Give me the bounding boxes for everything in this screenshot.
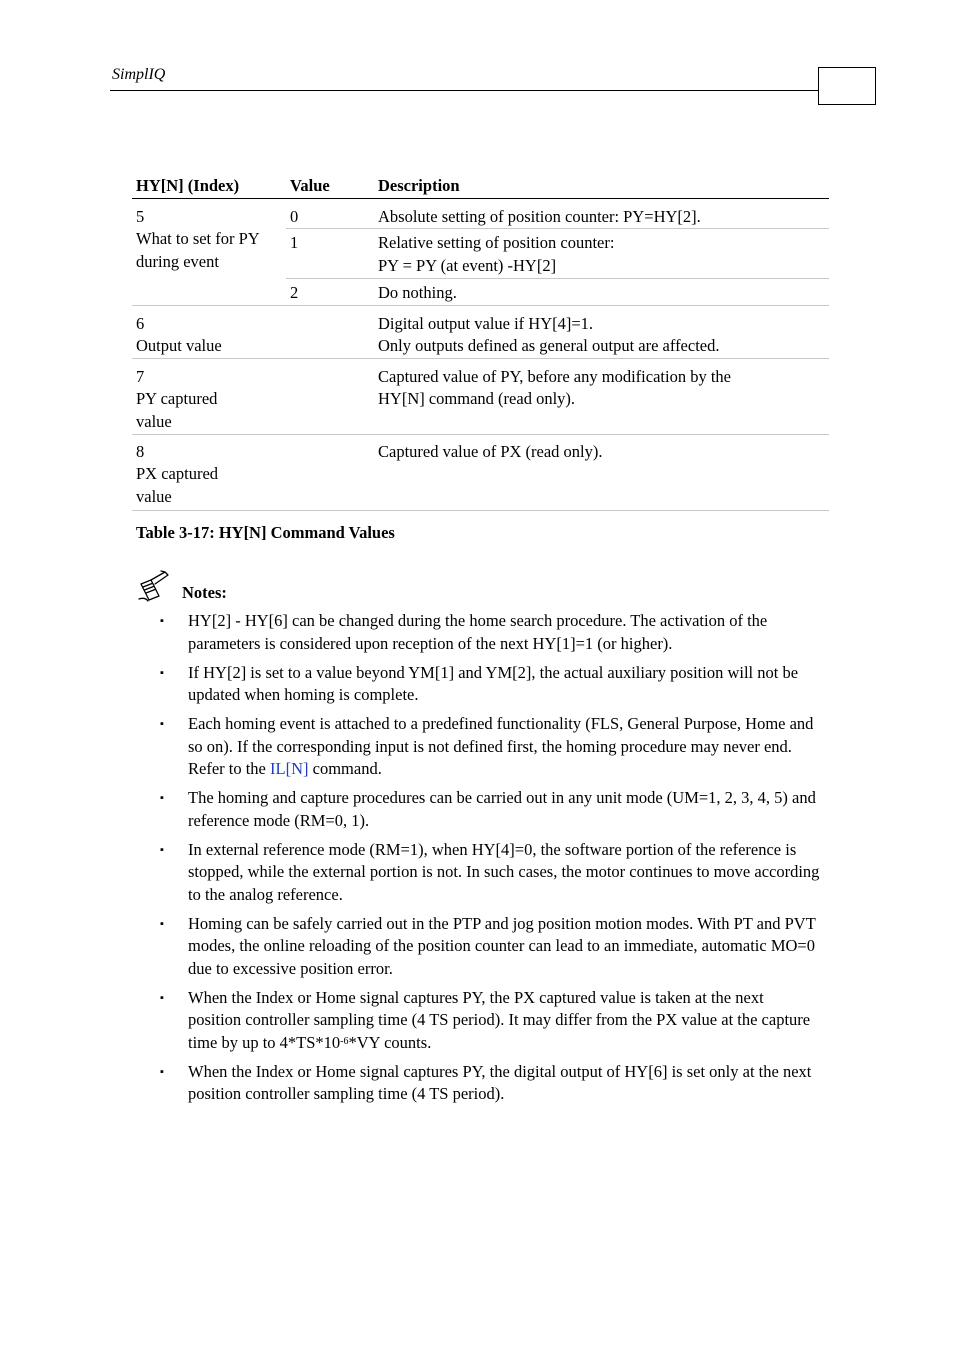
note-text: command. <box>308 759 382 778</box>
table-row <box>132 434 829 510</box>
note-text: Homing can be safely carried out in the PTP and jog position motion modes. With PT and PVT modes, the online reloading of the position counter can lead to an immediate, automatic MO=0 due to excessive position error. <box>188 913 816 978</box>
index-number: 5 <box>136 206 145 226</box>
notepad-pen-icon <box>137 570 171 602</box>
value-cell: 0 <box>290 206 299 226</box>
index-name: during event <box>136 251 219 271</box>
bullet-icon: ▪ <box>160 615 164 627</box>
description-line: HY[N] command (read only). <box>378 389 576 408</box>
exponent: -6 <box>340 1035 349 1047</box>
description-line: PY = PY (at event) -HY[2] <box>378 255 557 275</box>
description-cell <box>374 305 829 358</box>
value-cell <box>286 434 374 510</box>
index-name: value <box>136 486 172 506</box>
index-cell <box>132 358 286 434</box>
header-value: Value <box>286 175 374 198</box>
bullet-icon: ▪ <box>160 666 164 679</box>
header-description: Description <box>374 175 829 198</box>
index-number: 7 <box>136 366 145 386</box>
index-number: 8 <box>136 441 145 461</box>
value-cell <box>286 358 374 434</box>
note-text: If HY[2] is set to a value beyond YM[1] and YM[2], the actual auxiliary position will not be updated when homing is complete. <box>188 662 799 704</box>
value-cell: 2 <box>286 279 374 306</box>
value-cell <box>286 305 374 358</box>
index-name: PX captured <box>136 464 219 483</box>
bullet-icon: ▪ <box>160 917 164 930</box>
list-item <box>160 713 820 781</box>
index-number: 6 <box>136 313 145 333</box>
list-item <box>160 662 820 707</box>
description-line: Digital output value if HY[4]=1. <box>378 313 594 333</box>
list-item <box>160 987 820 1055</box>
list-item <box>160 839 820 907</box>
index-name: value <box>136 411 172 431</box>
description-cell <box>374 229 829 279</box>
bullet-icon: ▪ <box>160 991 164 1004</box>
index-name: What to set for PY <box>136 229 260 248</box>
page-number-box <box>818 67 876 105</box>
list-item <box>160 787 820 832</box>
notes-list <box>160 610 820 1112</box>
index-cell <box>132 198 286 305</box>
bullet-icon: ▪ <box>160 843 164 856</box>
table-row <box>132 358 829 434</box>
bullet-icon: ▪ <box>160 718 164 730</box>
table-row <box>132 305 829 358</box>
index-cell <box>132 434 286 510</box>
description-cell: Do nothing. <box>374 279 829 306</box>
description-cell: Absolute setting of position counter: PY=HY[2]. <box>378 206 701 226</box>
table-row <box>132 198 829 229</box>
index-cell <box>132 305 286 358</box>
list-item <box>160 1061 820 1106</box>
note-text: The homing and capture procedures can be carried out in any unit mode (UM=1, 2, 3, 4, 5) and reference mode (RM=0, 1). <box>188 788 816 830</box>
header-rule <box>110 90 818 91</box>
description-line: Captured value of PY, before any modification by the <box>378 366 731 386</box>
note-text: When the Index or Home signal captures PY, the PX captured value is taken at the next position controller sampling time (4 TS period). It may differ from the PX value at the capture time by up to 4*TS*10 <box>188 987 811 1052</box>
page-header-title: SimplIQ <box>112 66 166 83</box>
il-n-link[interactable]: IL[N] <box>270 759 309 778</box>
notes-label: Notes: <box>182 583 227 602</box>
note-text: When the Index or Home signal captures PY, the digital output of HY[6] is set only at the next position controller sampling time (4 TS period). <box>188 1061 812 1103</box>
header-index: HY[N] (Index) <box>132 175 286 198</box>
description-cell <box>374 358 829 434</box>
bullet-icon: ▪ <box>160 792 164 804</box>
note-text: HY[2] - HY[6] can be changed during the home search procedure. The activation of the parameters is considered upon reception of the next HY[1]=1 (or higher). <box>188 611 768 653</box>
hy-command-values-table <box>132 175 829 511</box>
list-item <box>160 913 820 981</box>
description-cell: Captured value of PX (read only). <box>374 434 829 510</box>
table-header-row <box>132 175 829 198</box>
table-caption: Table 3-17: HY[N] Command Values <box>136 523 395 542</box>
list-item <box>160 610 820 655</box>
description-line: Only outputs defined as general output are affected. <box>378 336 720 355</box>
note-text: Each homing event is attached to a predefined functionality (FLS, General Purpose, Home and so on). If the corresponding input is not defined first, the homing procedure may never end. Refer to the <box>188 714 814 778</box>
index-name: Output value <box>136 336 222 355</box>
index-name: PY captured <box>136 389 218 408</box>
value-cell: 1 <box>286 229 374 279</box>
note-text: *VY counts. <box>348 1032 432 1052</box>
description-line: Relative setting of position counter: <box>378 233 615 252</box>
bullet-icon: ▪ <box>160 1065 164 1078</box>
note-text: In external reference mode (RM=1), when HY[4]=0, the software portion of the reference is stopped, while the external portion is not. In such cases, the motor continues to move according to the analog reference. <box>188 839 820 904</box>
